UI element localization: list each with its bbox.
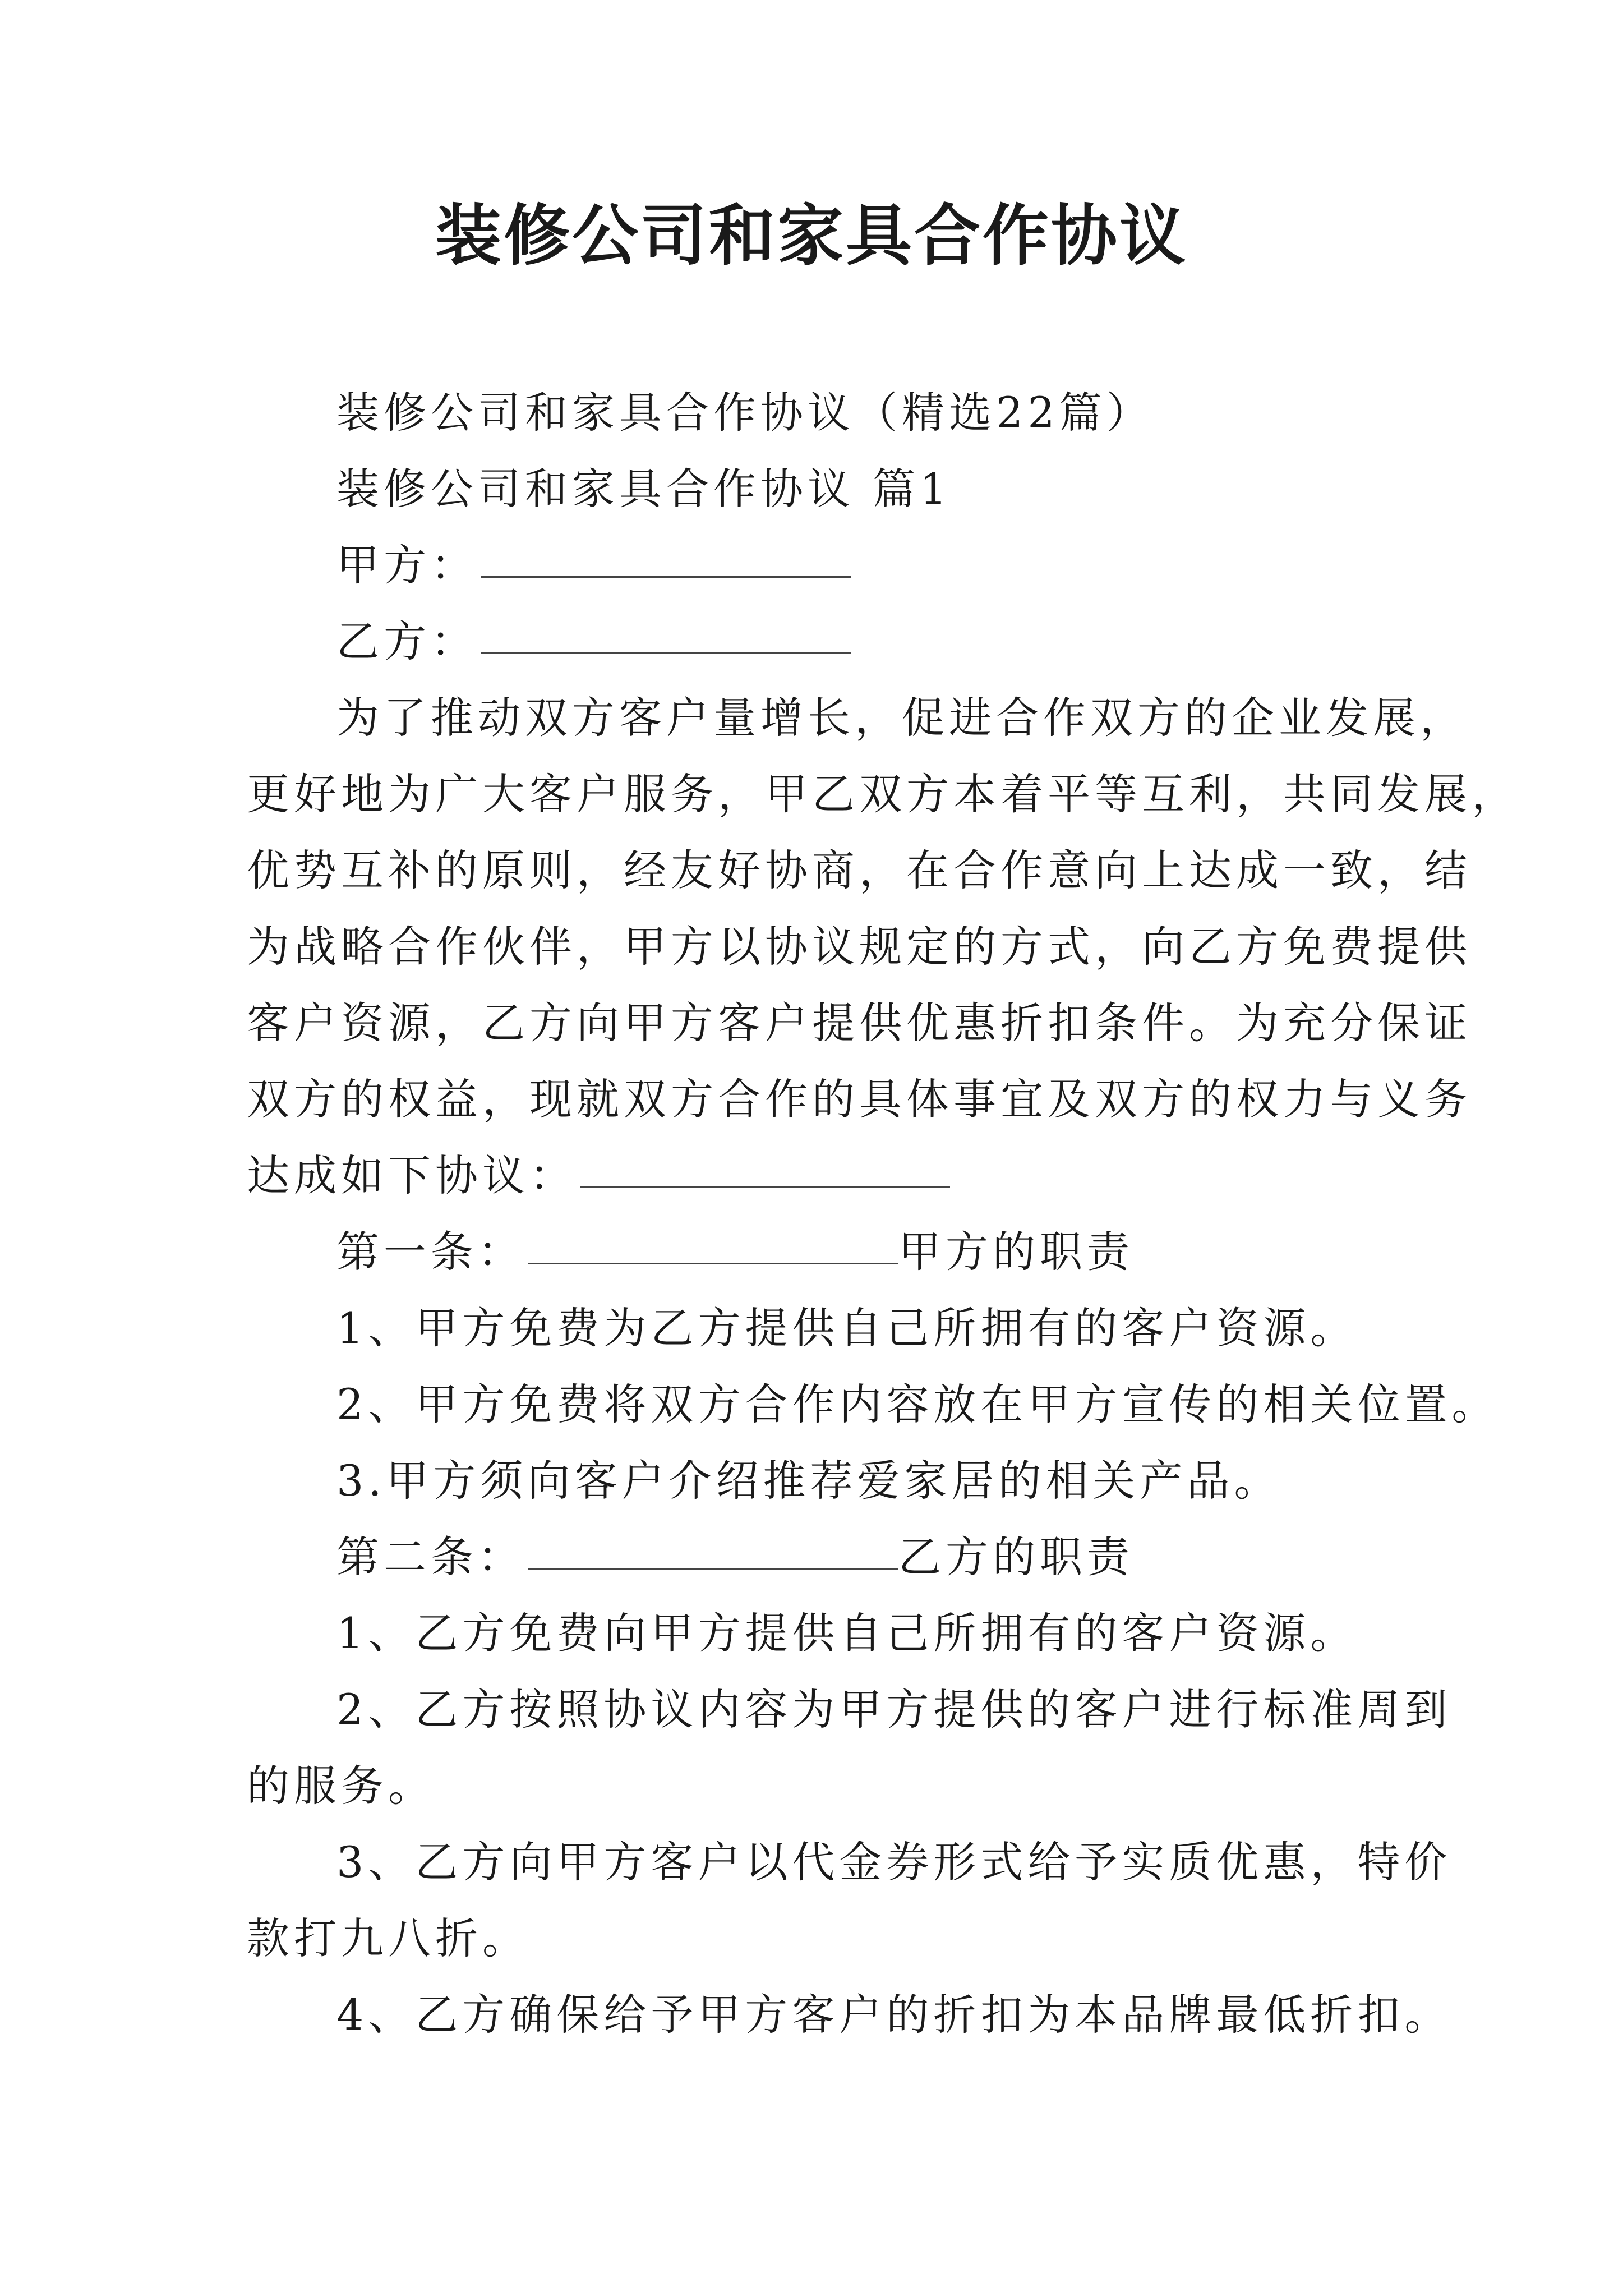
intro-line: 为战略合作伙伴，甲方以协议规定的方式，向乙方免费提供 — [247, 922, 1472, 972]
article2-title: 乙方的职责 — [898, 1532, 1134, 1582]
article2-item: 1、乙方免费向甲方提供自己所拥有的客户资源。 — [336, 1608, 1358, 1658]
party-a-line — [247, 527, 1391, 604]
party-b-line — [247, 604, 1391, 680]
article2-heading — [247, 1519, 1391, 1595]
article2-item: 3、乙方向甲方客户以代金券形式给予实质优惠，特价 — [336, 1837, 1452, 1887]
article2-label: 第二条： — [336, 1532, 525, 1582]
party-a-label: 甲方： — [336, 540, 478, 590]
article2-item: 4、乙方确保给予甲方客户的折扣为本品牌最低折扣。 — [336, 1990, 1452, 2040]
article1-label: 第一条： — [336, 1227, 525, 1277]
article2-blank — [528, 1567, 898, 1570]
party-b-label: 乙方： — [336, 616, 478, 666]
intro-last-text: 达成如下协议： — [247, 1151, 577, 1200]
intro-line: 客户资源，乙方向甲方客户提供优惠折扣条件。为充分保证 — [247, 998, 1472, 1048]
article1-item: 1、甲方免费为乙方提供自己所拥有的客户资源。 — [336, 1303, 1358, 1353]
party-a-blank — [481, 575, 851, 578]
intro-line: 优势互补的原则，经友好协商，在合作意向上达成一致，结 — [247, 845, 1472, 895]
article2-item-continued: 的服务。 — [247, 1761, 435, 1811]
party-b-blank — [481, 651, 851, 654]
article2-item: 2、乙方按照协议内容为甲方提供的客户进行标准周到 — [336, 1685, 1452, 1734]
intro-last-line — [247, 1138, 1391, 1214]
article1-item: 2、甲方免费将双方合作内容放在甲方宣传的相关位置。 — [336, 1379, 1499, 1429]
document-body — [247, 375, 1519, 2053]
intro-line: 为了推动双方客户量增长，促进合作双方的企业发展， — [336, 693, 1467, 743]
article2-item-continued: 款打九八折。 — [247, 1913, 529, 1963]
article1-heading — [247, 1214, 1391, 1290]
intro-line: 双方的权益，现就双方合作的具体事宜及双方的权力与义务 — [247, 1074, 1472, 1124]
intro-blank — [580, 1185, 950, 1188]
intro-line: 更好地为广大客户服务，甲乙双方本着平等互利，共同发展， — [247, 769, 1519, 819]
article1-blank — [528, 1262, 898, 1264]
section-heading: 装修公司和家具合作协议 篇1 — [336, 464, 952, 514]
document-title: 装修公司和家具合作协议 — [435, 196, 1188, 274]
document-subtitle: 装修公司和家具合作协议（精选22篇） — [336, 388, 1154, 438]
article1-title: 甲方的职责 — [898, 1227, 1134, 1277]
article1-item: 3.甲方须向客户介绍推荐爱家居的相关产品。 — [336, 1456, 1281, 1506]
